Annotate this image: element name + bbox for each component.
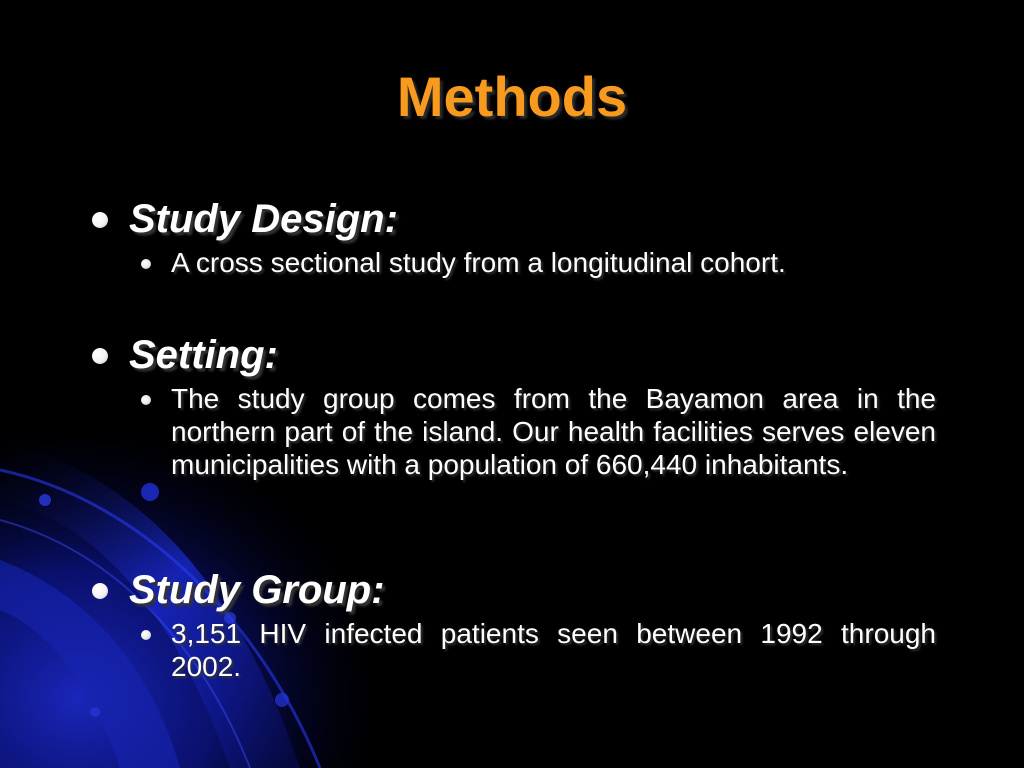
section-detail: The study group comes from the Bayamon area in the northern part of the island. Our health facilities serves eleven municipalities with a population of 660,440 inhabitants. bbox=[171, 383, 936, 480]
section-heading: Study Group: bbox=[129, 568, 385, 612]
section-detail: A cross sectional study from a longitudinal cohort. bbox=[171, 247, 786, 278]
section-detail-row bbox=[128, 246, 936, 279]
section-detail-row bbox=[128, 617, 936, 683]
section-study-group bbox=[88, 567, 948, 683]
sub-bullet-icon bbox=[141, 395, 151, 405]
slide-title: Methods bbox=[396, 65, 628, 128]
section-heading: Setting: bbox=[129, 333, 278, 377]
section-heading-row bbox=[88, 567, 948, 613]
sub-bullet-icon bbox=[141, 630, 151, 640]
section-study-design bbox=[88, 196, 948, 279]
section-detail: 3,151 HIV infected patients seen between 1992 through 2002. bbox=[171, 618, 936, 682]
section-heading-row bbox=[88, 196, 948, 242]
bullet-icon bbox=[92, 583, 108, 599]
sub-bullet-icon bbox=[141, 259, 151, 269]
section-setting bbox=[88, 332, 948, 481]
section-detail-row bbox=[128, 382, 936, 481]
section-heading: Study Design: bbox=[129, 197, 398, 241]
bullet-icon bbox=[92, 348, 108, 364]
section-heading-row bbox=[88, 332, 948, 378]
bullet-icon bbox=[92, 212, 108, 228]
